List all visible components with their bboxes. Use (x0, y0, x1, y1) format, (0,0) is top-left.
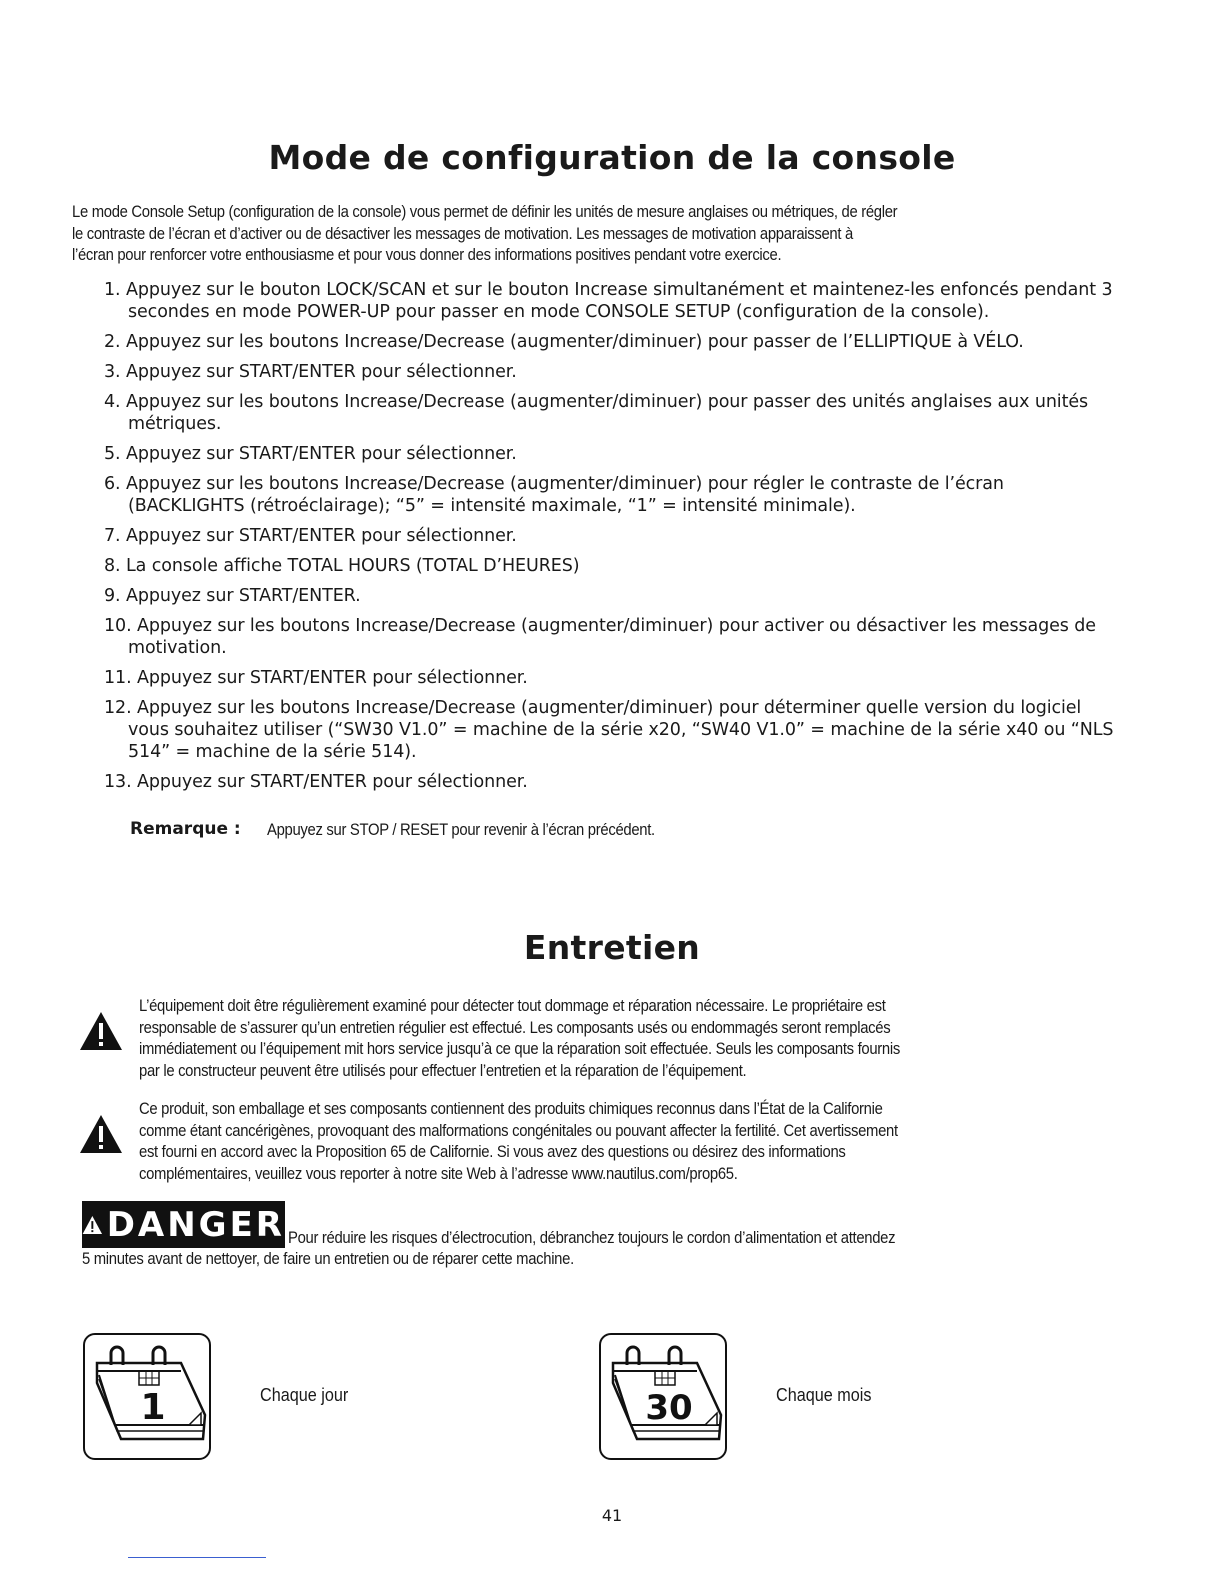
warning-triangle-icon (78, 1113, 124, 1155)
section-title-console-setup: Mode de configuration de la console (268, 138, 956, 177)
danger-text: 5 minutes avant de nettoyer, de faire un entretien ou de réparer cette machine. (82, 1250, 574, 1268)
note-label: Remarque : (130, 819, 241, 839)
intro-paragraph (72, 202, 1107, 267)
warning-line: est fourni en accord avec la Proposition 65 de Californie. Si vous avez des questions ou désirez des informations (139, 1143, 846, 1161)
step-item: 3. Appuyez sur START/ENTER pour sélectionner. (104, 362, 517, 382)
calendar-monthly-number: 30 (645, 1388, 693, 1428)
step-item: 10. Appuyez sur les boutons Increase/Decrease (augmenter/diminuer) pour activer ou désactiver les messages de motivation. (104, 616, 1096, 658)
warning-line: comme étant cancérigènes, provoquant des malformations congénitales ou pouvant affecter la fertilité. Cet avertissement (139, 1121, 898, 1140)
prop65-warning (139, 1099, 1116, 1185)
step-item: 13. Appuyez sur START/ENTER pour sélectionner. (104, 772, 528, 792)
warning-line: responsable de s’assurer qu’un entretien régulier est effectué. Les composants usés ou endommagés seront remplacés (139, 1018, 891, 1037)
step-item: 4. Appuyez sur les boutons Increase/Decrease (augmenter/diminuer) pour passer des unités anglaises aux unités métriques. (104, 392, 1089, 434)
footer-rule (128, 1557, 266, 1558)
step-item: 11. Appuyez sur START/ENTER pour sélectionner. (104, 668, 528, 688)
calendar-daily-icon (83, 1333, 211, 1460)
calendar-daily-label: Chaque jour (260, 1385, 349, 1405)
warning-triangle-icon (78, 1010, 124, 1052)
step-item: 9. Appuyez sur START/ENTER. (104, 586, 361, 606)
page-number: 41 (601, 1506, 623, 1525)
warning-line: immédiatement ou l’équipement mit hors service jusqu’à ce que la réparation soit effectuée. Seuls les composants fournis (139, 1040, 900, 1058)
step-item: 2. Appuyez sur les boutons Increase/Decrease (augmenter/diminuer) pour passer de l’ELLIPTIQUE à VÉLO. (104, 332, 1024, 352)
intro-line: Le mode Console Setup (configuration de la console) vous permet de définir les unités de mesure anglaises ou métriques, de régler (72, 203, 898, 221)
calendar-monthly-label: Chaque mois (776, 1385, 872, 1405)
danger-badge (82, 1201, 285, 1248)
danger-text: Pour réduire les risques d’électrocution, débranchez toujours le cordon d’alimentation et attendez (288, 1229, 896, 1247)
section-title-maintenance: Entretien (523, 928, 701, 967)
calendar-daily-number: 1 (140, 1387, 166, 1428)
step-item: 1. Appuyez sur le bouton LOCK/SCAN et sur le bouton Increase simultanément et maintenez-les enfoncés pendant 3 secondes en mode POWER-UP pour passer en mode CONSOLE SETUP (configuration de la console). (104, 280, 1113, 322)
step-item: 8. La console affiche TOTAL HOURS (TOTAL D’HEURES) (104, 556, 580, 576)
warning-line: complémentaires, veuillez vous reporter à notre site Web à l’adresse www.nautilus.com/prop65. (139, 1164, 738, 1183)
danger-label: DANGER (106, 1204, 285, 1245)
warning-line: par le constructeur peuvent être utilisés pour effectuer l’entretien et la réparation de l’équipement. (139, 1061, 747, 1080)
step-item: 5. Appuyez sur START/ENTER pour sélectionner. (104, 444, 517, 464)
warning-line: Ce produit, son emballage et ses composants contiennent des produits chimiques reconnus dans l’État de la Californie (139, 1100, 883, 1118)
setup-steps-list (104, 279, 1114, 801)
intro-line: l’écran pour renforcer votre enthousiasme et pour vous donner des informations positives pendant votre exercice. (72, 246, 782, 264)
maintenance-warning (139, 996, 1116, 1082)
calendar-monthly-icon (599, 1333, 727, 1460)
step-item: 12. Appuyez sur les boutons Increase/Decrease (augmenter/diminuer) pour déterminer quelle version du logiciel vous souhaitez utiliser (“SW30 V1.0” = machine de la série x20, “SW40 V1.0” = machine de la série x40 ou “NLS 514” = machine de la série 514). (104, 698, 1114, 762)
warning-line: L’équipement doit être régulièrement examiné pour détecter tout dommage et réparation nécessaire. Le propriétaire est (139, 997, 886, 1015)
step-item: 7. Appuyez sur START/ENTER pour sélectionner. (104, 526, 517, 546)
note-text: Appuyez sur STOP / RESET pour revenir à l’écran précédent. (267, 821, 655, 839)
intro-line: le contraste de l’écran et d’activer ou de désactiver les messages de motivation. Les messages de motivation apparaissent à (72, 224, 853, 243)
note (130, 819, 655, 839)
danger-triangle-icon (82, 1210, 103, 1240)
step-item: 6. Appuyez sur les boutons Increase/Decrease (augmenter/diminuer) pour régler le contraste de l’écran (BACKLIGHTS (rétroéclairage); “5” = intensité maximale, “1” = intensité minimale). (104, 474, 1004, 516)
